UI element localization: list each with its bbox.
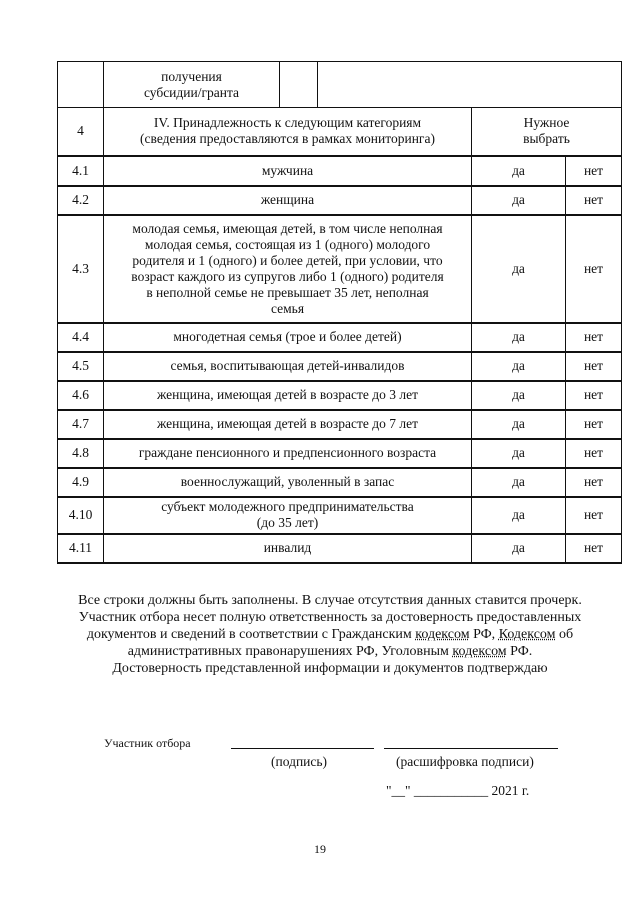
responsibility-note <box>70 609 590 660</box>
empty-cell <box>58 62 104 108</box>
codex-link[interactable]: кодексом <box>415 627 470 642</box>
signature-caption: (подпись) <box>271 754 328 769</box>
row-number: 4.8 <box>58 439 104 468</box>
category-table <box>57 61 622 564</box>
row-label: мужчина <box>104 156 472 186</box>
yes-option[interactable]: да <box>472 156 566 186</box>
top-row-label: получения субсидии/гранта <box>104 62 280 108</box>
no-option[interactable]: нет <box>566 381 622 410</box>
confirm-note: Достоверность представленной информации и документов подтверждаю <box>112 661 548 676</box>
no-option[interactable]: нет <box>566 534 622 563</box>
row-number: 4.5 <box>58 352 104 381</box>
row-number: 4.2 <box>58 186 104 215</box>
page-number: 19 <box>314 842 326 856</box>
yes-option[interactable]: да <box>472 497 566 534</box>
responsibility-text: об административных правонарушениях РФ, Уголовным <box>127 627 574 659</box>
row-number: 4.6 <box>58 381 104 410</box>
yes-option[interactable]: да <box>472 534 566 563</box>
yes-option[interactable]: да <box>472 215 566 323</box>
yes-option[interactable]: да <box>472 186 566 215</box>
row-label: субъект молодежного предпринимательства (до 35 лет) <box>104 497 472 534</box>
date-line: "__" ___________ 2021 г. <box>386 783 530 798</box>
yes-option[interactable]: да <box>472 381 566 410</box>
criminal-codex-link[interactable]: кодексом <box>452 644 507 659</box>
table-row-top <box>58 62 622 108</box>
row-number: 4.7 <box>58 410 104 439</box>
participant-label: Участник отбора <box>104 736 191 750</box>
row-label: многодетная семья (трое и более детей) <box>104 323 472 352</box>
row-label: женщина <box>104 186 472 215</box>
row-number: 4.3 <box>58 215 104 323</box>
decode-line <box>384 748 558 749</box>
signature-line <box>231 748 374 749</box>
no-option[interactable]: нет <box>566 410 622 439</box>
table-row <box>58 323 622 352</box>
no-option[interactable]: нет <box>566 468 622 497</box>
table-row <box>58 381 622 410</box>
table-row <box>58 156 622 186</box>
table-row <box>58 215 622 323</box>
no-option[interactable]: нет <box>566 186 622 215</box>
yes-option[interactable]: да <box>472 439 566 468</box>
empty-cell <box>318 62 622 108</box>
table-row <box>58 468 622 497</box>
row-label: граждане пенсионного и предпенсионного возраста <box>104 439 472 468</box>
row-number: 4.1 <box>58 156 104 186</box>
row-label: женщина, имеющая детей в возрасте до 7 лет <box>104 410 472 439</box>
table-row <box>58 497 622 534</box>
row-number: 4.4 <box>58 323 104 352</box>
table-header-row <box>58 108 622 156</box>
section-number: 4 <box>58 108 104 156</box>
row-label: молодая семья, имеющая детей, в том числе неполная молодая семья, состоящая из 1 (одного) молодого родителя и 1 (одного) и более детей, при условии, что возраст каждого из супругов либо 1 (одного) родителя в неполной семье не превышает 35 лет, неполная семья <box>104 215 472 323</box>
responsibility-text: РФ. <box>506 644 533 659</box>
row-number: 4.10 <box>58 497 104 534</box>
responsibility-text: Участник отбора несет полную ответственность за достоверность предоставленных документов и сведений в соответствии с Гражданским <box>78 610 582 642</box>
no-option[interactable]: нет <box>566 352 622 381</box>
no-option[interactable]: нет <box>566 215 622 323</box>
admin-codex-link[interactable]: Кодексом <box>498 627 556 642</box>
no-option[interactable]: нет <box>566 497 622 534</box>
row-label: семья, воспитывающая детей-инвалидов <box>104 352 472 381</box>
yes-option[interactable]: да <box>472 468 566 497</box>
row-label: женщина, имеющая детей в возрасте до 3 лет <box>104 381 472 410</box>
choose-header: Нужное выбрать <box>472 108 622 156</box>
table-row <box>58 352 622 381</box>
footer-notes <box>70 592 590 677</box>
responsibility-text: РФ, <box>469 627 499 642</box>
table-row <box>58 186 622 215</box>
empty-cell <box>280 62 318 108</box>
row-label: инвалид <box>104 534 472 563</box>
row-number: 4.9 <box>58 468 104 497</box>
no-option[interactable]: нет <box>566 156 622 186</box>
section-title: IV. Принадлежность к следующим категориям (сведения предоставляются в рамках мониторинга) <box>104 108 472 156</box>
row-number: 4.11 <box>58 534 104 563</box>
table-row <box>58 410 622 439</box>
no-option[interactable]: нет <box>566 439 622 468</box>
decode-caption: (расшифровка подписи) <box>396 754 534 769</box>
table-row <box>58 439 622 468</box>
yes-option[interactable]: да <box>472 323 566 352</box>
yes-option[interactable]: да <box>472 410 566 439</box>
row-label: военнослужащий, уволенный в запас <box>104 468 472 497</box>
no-option[interactable]: нет <box>566 323 622 352</box>
table-row <box>58 534 622 563</box>
fill-note: Все строки должны быть заполнены. В случае отсутствия данных ставится прочерк. <box>78 593 582 608</box>
yes-option[interactable]: да <box>472 352 566 381</box>
